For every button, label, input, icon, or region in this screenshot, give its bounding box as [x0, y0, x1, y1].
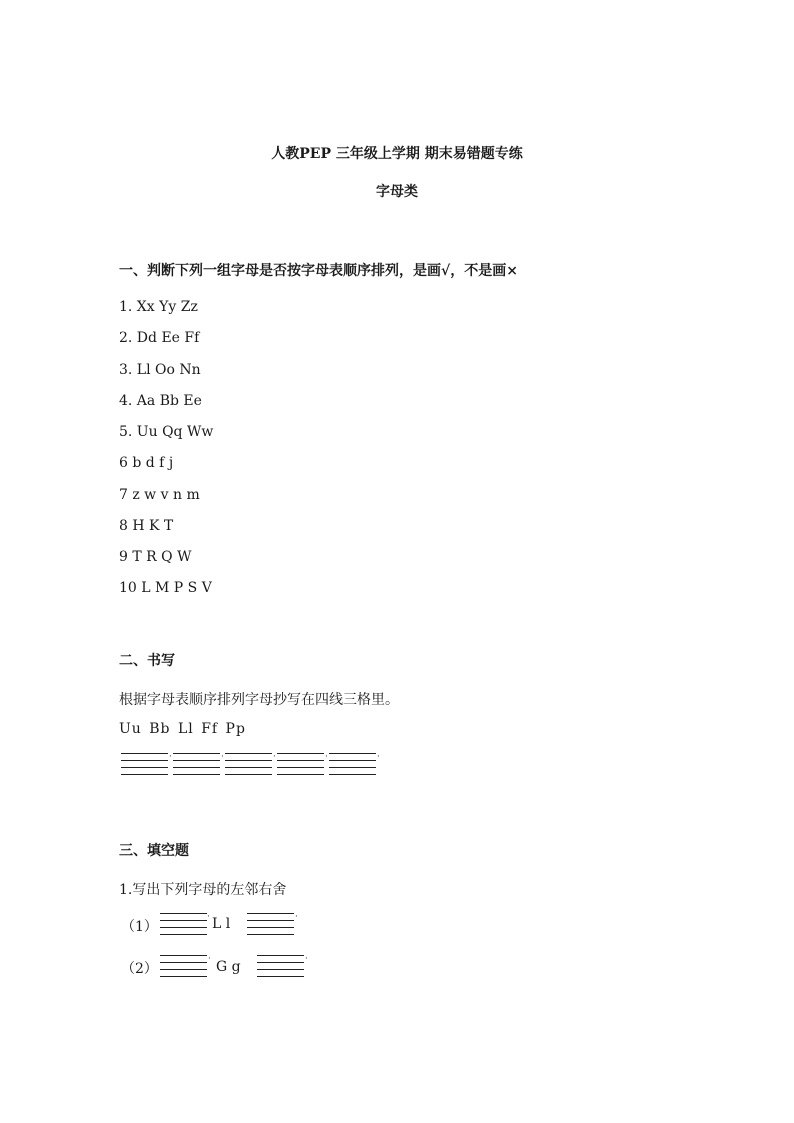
list-item: 3. Ll Oo Nn	[119, 362, 201, 378]
left-neighbor-box-2[interactable]	[160, 955, 207, 977]
section-3-heading: 三、填空题	[119, 843, 189, 859]
separator-dot: ·	[208, 954, 211, 964]
row-2-number: （2）	[121, 961, 158, 977]
section-2-instruction: 根据字母表顺序排列字母抄写在四线三格里。	[119, 692, 399, 708]
separator-dot: ·	[221, 752, 224, 762]
separator-dot: ·	[305, 954, 308, 964]
question-1: 1.写出下列字母的左邻右舍	[119, 882, 287, 898]
section-1-heading: 一、判断下列一组字母是否按字母表顺序排列，是画√，不是画×	[119, 263, 518, 279]
list-item: 2. Dd Ee Ff	[119, 330, 200, 346]
separator-dot: ·	[325, 752, 328, 762]
list-item: 6 b d f j	[119, 455, 174, 471]
separator-dot: ·	[207, 912, 210, 922]
row-2-letter: G g	[216, 959, 241, 975]
list-item: 7 z w v n m	[119, 487, 200, 503]
separator-dot: ·	[169, 752, 172, 762]
separator-dot: ·	[273, 752, 276, 762]
page-subtitle: 字母类	[376, 184, 418, 200]
writing-box-1[interactable]	[121, 753, 168, 775]
list-item: 1. Xx Yy Zz	[119, 299, 198, 315]
list-item: 10 L M P S V	[119, 580, 212, 596]
letters-to-copy: Uu Bb Ll Ff Pp	[119, 721, 246, 737]
list-item: 4. Aa Bb Ee	[119, 393, 202, 409]
list-item: 8 H K T	[119, 518, 174, 534]
separator-dot: ·	[295, 912, 298, 922]
right-neighbor-box-1[interactable]	[247, 913, 294, 935]
list-item: 9 T R Q W	[119, 549, 192, 565]
list-item: 5. Uu Qq Ww	[119, 424, 214, 440]
writing-box-5[interactable]	[329, 753, 376, 775]
separator-dot: ·	[377, 752, 380, 762]
left-neighbor-box-1[interactable]	[160, 913, 207, 935]
page-title: 人教PEP 三年级上学期 期末易错题专练	[271, 146, 523, 162]
row-1-letter: L l	[212, 916, 231, 932]
section-2-heading: 二、书写	[119, 653, 175, 669]
writing-box-4[interactable]	[277, 753, 324, 775]
writing-box-3[interactable]	[225, 753, 272, 775]
row-1-number: （1）	[121, 919, 158, 935]
right-neighbor-box-2[interactable]	[257, 955, 304, 977]
writing-box-2[interactable]	[173, 753, 220, 775]
